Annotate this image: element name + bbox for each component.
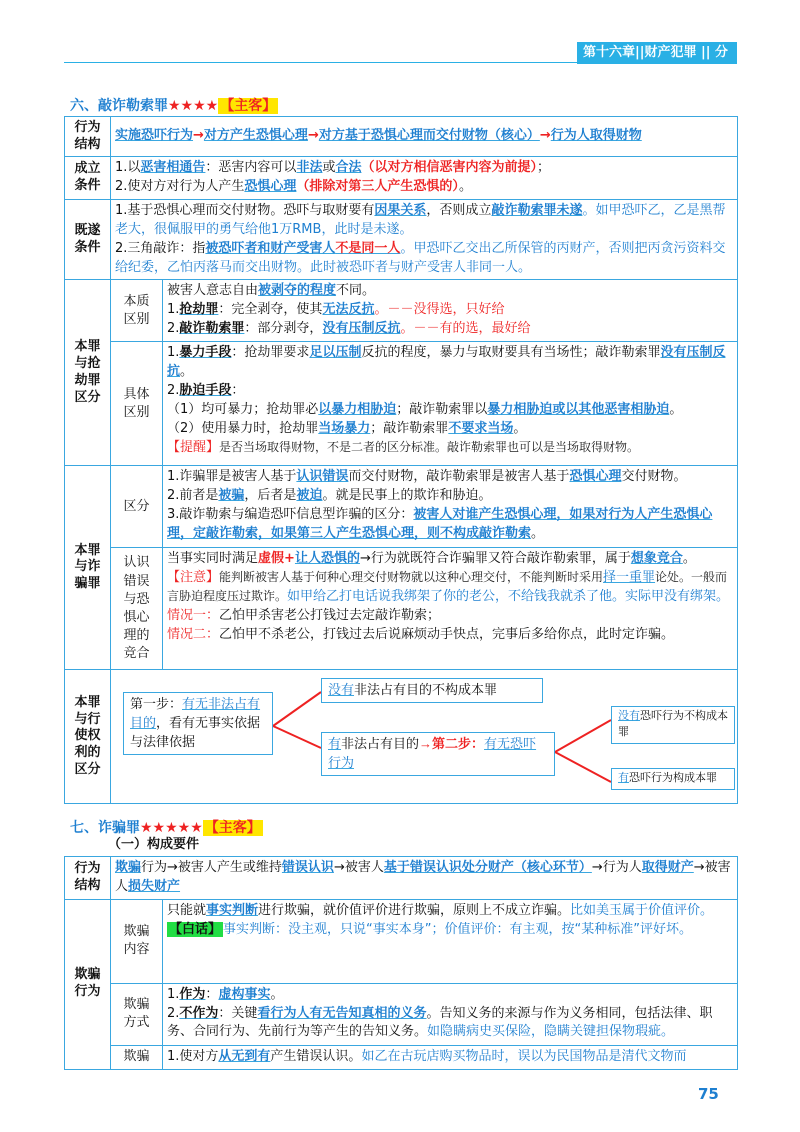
connector-1 xyxy=(273,692,321,726)
s6-structure-cell: 实施恐吓行为→对方产生恐惧心理→对方基于恐惧心理而交付财物（核心）→行为人取得财物 xyxy=(111,117,738,157)
s6-mistake-case2: 情况二：乙怕甲不杀老公，打钱过去后说麻烦动手快点，完事后多给你点，此时定诈骗。 xyxy=(167,626,675,642)
section6-title xyxy=(70,96,278,116)
diagram-no-threat-box: 没有恐吓行为不构成本罪 xyxy=(611,706,735,744)
s6-specific-cell xyxy=(163,342,738,466)
s6-specific-l3: （1）均可暴力；抢劫罪必以暴力相胁迫；敲诈勒索罪以暴力相胁迫或以其他恶害相胁迫。 xyxy=(167,401,683,417)
s6-essence-label: 本质 区别 xyxy=(111,280,163,342)
s6-completed-row xyxy=(65,200,738,280)
s7-content-cell xyxy=(163,899,738,983)
section6-table xyxy=(64,116,738,804)
diagram-no-purpose-box: 没有非法占有目的不构成本罪 xyxy=(321,678,543,703)
s6-robbery-label: 本罪 与抢 劫罪 区分 xyxy=(65,280,111,466)
s6-diff-cell xyxy=(163,466,738,548)
s7-deceive-label: 欺骗 行为 xyxy=(65,899,111,1069)
s6-mistake-case1: 情况一：乙怕甲杀害老公打钱过去定敲诈勒索； xyxy=(167,607,441,623)
s6-structure-d: 行为人取得财物 xyxy=(550,128,642,144)
s6-rights-label: 本罪 与行 使权 利的 区分 xyxy=(65,670,111,804)
s7-method-label: 欺骗 方式 xyxy=(111,983,163,1045)
section7-tag: 【主客】 xyxy=(204,820,261,836)
s7-content-label: 欺骗 内容 xyxy=(111,899,163,983)
chapter-header: 第十六章||财产犯罪 || 分则 xyxy=(577,42,737,64)
diagram-threat-box: 有恐吓行为构成本罪 xyxy=(611,768,735,790)
s6-cond2: 2.使对方对行为人产生恐惧心理（排除对第三人产生恐惧的）。 xyxy=(115,178,472,194)
s6-specific-l1: 1.暴力手段：抢劫罪要求足以压制反抗的程度，暴力与取财要具有当场性；敲诈勒索罪没有压制反抗。 xyxy=(167,345,726,380)
s7-structure-row xyxy=(65,857,738,900)
connector-2 xyxy=(273,726,321,748)
page-number: 75 xyxy=(698,1085,719,1103)
s6-essence-l2: 2.敲诈勒索罪：部分剥夺，没有压制反抗。－－有的选，最好给 xyxy=(167,321,531,337)
s6-mistake-row xyxy=(65,548,738,670)
s6-structure-a: 实施恐吓行为 xyxy=(115,128,194,144)
s6-completed-cell xyxy=(111,200,738,280)
s6-essence-l0: 被害人意志自由被剥夺的程度不同。 xyxy=(167,283,376,299)
rights-diagram xyxy=(111,670,737,796)
s7-content-l1: 只能就事实判断进行欺骗，就价值评价进行欺骗，原则上不成立诈骗。比如美玉属于价值评价。 xyxy=(167,902,714,918)
section7-subtitle: （一）构成要件 xyxy=(108,837,200,852)
header-divider xyxy=(64,62,737,63)
s6-conditions-label: 成立 条件 xyxy=(65,157,111,200)
s6-structure-c: 对方基于恐惧心理而交付财物（核心） xyxy=(318,128,540,144)
s6-fraud-label: 本罪 与诈 骗罪 xyxy=(65,466,111,670)
section6-stars: ★★★★ xyxy=(168,98,219,114)
s7-last-row xyxy=(65,1045,738,1069)
s6-specific-tip: 【提醒】是否当场取得财物，不是二者的区分标准。敲诈勒索罪也可以是当场取得财物。 xyxy=(167,439,640,455)
s6-specific-label: 具体 区别 xyxy=(111,342,163,466)
section6-title-text: 六、敲诈勒索罪 xyxy=(70,98,168,114)
section7-title-text: 七、诈骗罪 xyxy=(70,820,140,836)
s7-content-l2: 【白话】 事实判断：没主观，只说“事实本身”；价值评价：有主观，按“某种标准”评好坏。 xyxy=(169,921,692,937)
s6-conditions-row xyxy=(65,157,738,200)
s6-specific-l2: 2.胁迫手段： xyxy=(167,383,245,399)
s6-cond1: 1.以恶害相通告：恶害内容可以非法或合法（以对方相信恶害内容为前提）； xyxy=(115,160,551,175)
s6-structure-row xyxy=(65,117,738,157)
s7-structure-cell: 欺骗行为→被害人产生或维持错误认识→被害人基于错误认识处分财产（核心环节）→行为人取得财产→被害人损失财产 xyxy=(111,857,738,900)
diagram-step2-box: 有非法占有目的→第二步：有无恐吓行为 xyxy=(321,732,555,776)
s6-mistake-note: 【注意】能判断被害人基于何种心理交付财物就以这种心理交付，不能判断时采用择一重罪论处。一般而言胁迫程度压过欺诈。如甲给乙打电话说我绑架了你的老公，不给钱我就杀了他。实际甲没有绑架。 xyxy=(167,570,730,605)
s7-structure-label: 行为 结构 xyxy=(65,857,111,900)
s6-diff-label: 区分 xyxy=(111,466,163,548)
s6-rights-row xyxy=(65,670,738,804)
s6-completed-label: 既遂 条件 xyxy=(65,200,111,280)
diagram-step1-box: 第一步：有无非法占有目的，看有无事实依据与法律依据 xyxy=(123,692,273,755)
section7-stars: ★★★★★ xyxy=(140,820,203,836)
connector-4 xyxy=(555,752,611,782)
s6-comp2: 2.三角敲诈：指被恐吓者和财产受害人不是同一人。甲恐吓乙交出乙所保管的丙财产，否则把丙贪污资料交给纪委，乙怕丙落马而交出财物。此时被恐吓者与财产受害人非同一人。 xyxy=(115,240,726,275)
s7-last-cell: 1.使对方从无到有产生错误认识。如乙在古玩店购买物品时，误以为民国物品是清代文物而 xyxy=(163,1045,738,1069)
s7-content-row xyxy=(65,899,738,983)
s6-mistake-l1: 当事实同时满足虚假+让人恐惧的→行为就既符合诈骗罪又符合敲诈勒索罪，属于想象竞合。 xyxy=(167,551,696,567)
s6-mistake-label: 认识 错误 与恐 惧心 理的 竞合 xyxy=(111,548,163,670)
s7-method-cell xyxy=(163,983,738,1045)
section6-tag: 【主客】 xyxy=(220,98,277,114)
s7-last-label: 欺骗 xyxy=(111,1045,163,1069)
s7-method-l1: 1.作为：虚构事实。 xyxy=(167,986,284,1002)
s7-method-l2: 2.不作为：关键看行为人有无告知真相的义务。告知义务的来源与作为义务相同，包括法律、职务、合同行为、先前行为等产生的告知义务。如隐瞒病史买保险，隐瞒关键担保物瑕疵。 xyxy=(167,1005,713,1040)
s6-essence-l1: 1.抢劫罪：完全剥夺，使其无法反抗。－－没得选，只好给 xyxy=(167,302,505,318)
s6-mistake-cell xyxy=(163,548,738,670)
s6-specific-row xyxy=(65,342,738,466)
s6-diff-l1: 1.诈骗罪是被害人基于认识错误而交付财物，敲诈勒索罪是被害人基于恐惧心理交付财物。 xyxy=(167,469,687,485)
s6-diff-l2: 2.前者是被骗，后者是被迫。就是民事上的欺诈和胁迫。 xyxy=(167,488,492,504)
s6-structure-b: 对方产生恐惧心理 xyxy=(203,128,308,144)
s6-structure-label: 行为 结构 xyxy=(65,117,111,157)
s6-diff-l3: 3.敲诈勒索与编造恐吓信息型诈骗的区分：被害人对谁产生恐惧心理，如果对行为人产生恐惧心理，定敲诈勒索，如果第三人产生恐惧心理，则不构成敲诈勒索。 xyxy=(167,507,713,541)
s6-essence-row xyxy=(65,280,738,342)
s6-conditions-cell xyxy=(111,157,738,200)
s6-specific-l4: （2）使用暴力时，抢劫罪当场暴力；敲诈勒索罪不要求当场。 xyxy=(167,420,527,436)
connector-3 xyxy=(555,720,611,752)
s6-comp1: 1.基于恐惧心理而交付财物。恐吓与取财要有因果关系，否则成立敲诈勒索罪未遂。如甲恐吓乙，乙是黑帮老大，很佩服甲的勇气给他1万RMB，此时是未遂。 xyxy=(115,203,726,237)
s6-rights-cell xyxy=(111,670,738,804)
s6-essence-cell xyxy=(163,280,738,342)
section7-table xyxy=(64,856,738,1070)
s7-method-row xyxy=(65,983,738,1045)
s6-diff-row xyxy=(65,466,738,548)
